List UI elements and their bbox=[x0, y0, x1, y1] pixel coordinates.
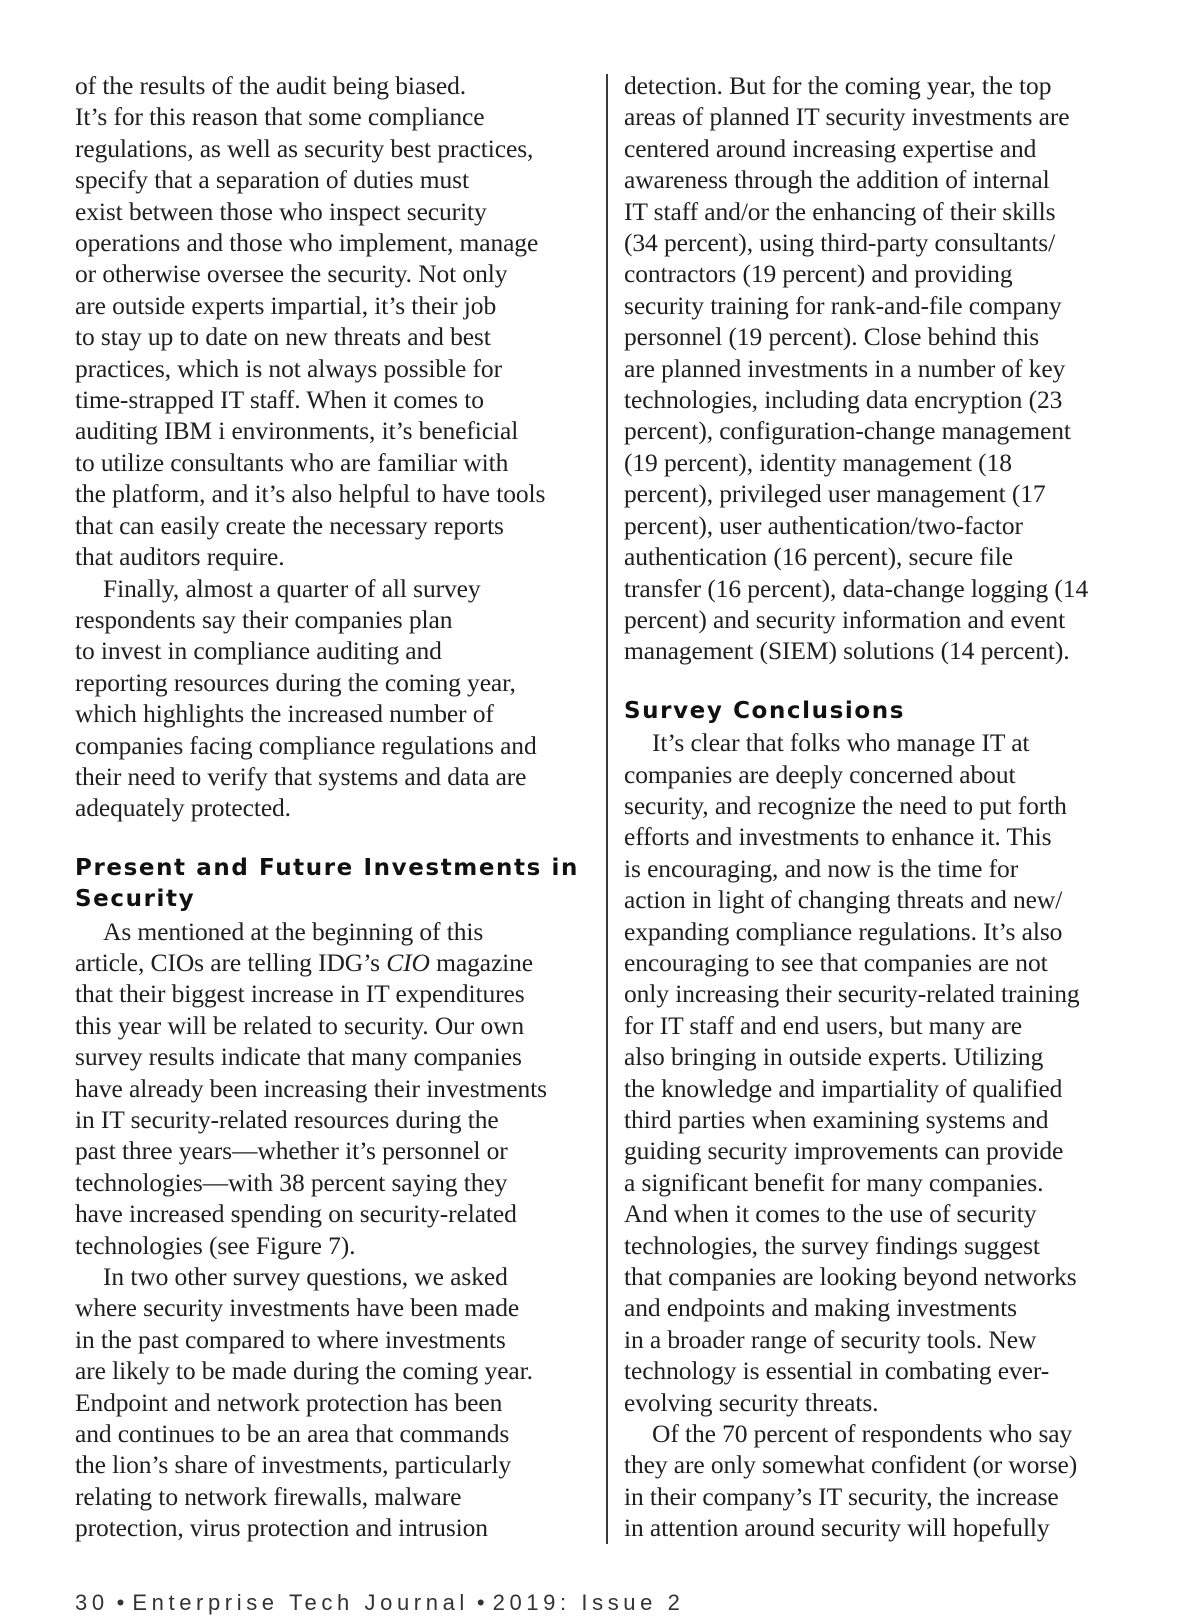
text-line: technologies (see Figure 7). bbox=[75, 1230, 356, 1260]
text-line: that auditors require. bbox=[75, 542, 285, 572]
text-line: auditing IBM i environments, it’s beneficial bbox=[75, 416, 519, 446]
text-line: technologies, including data encryption (23 bbox=[624, 385, 1063, 415]
text-line: their need to verify that systems and data are bbox=[75, 761, 527, 791]
section-gap bbox=[75, 824, 593, 853]
left-paragraph-2 bbox=[75, 573, 593, 824]
text-line: expanding compliance regulations. It’s also bbox=[624, 916, 1063, 946]
text-line: It’s for this reason that some compliance bbox=[75, 102, 485, 132]
cio-line-before: article, CIOs are telling IDG’s bbox=[75, 947, 387, 977]
footer-bullet: • bbox=[116, 1590, 125, 1615]
text-line: And when it comes to the use of security bbox=[624, 1199, 1037, 1229]
text-line: As mentioned at the beginning of this bbox=[103, 916, 484, 946]
text-line: are outside experts impartial, it’s their job bbox=[75, 290, 497, 320]
text-line: relating to network firewalls, malware bbox=[75, 1481, 462, 1511]
text-line: protection, virus protection and intrusion bbox=[75, 1513, 488, 1543]
text-line: percent), user authentication/two-factor bbox=[624, 510, 1023, 540]
text-line: in IT security-related resources during the bbox=[75, 1105, 499, 1134]
text-line: percent) and security information and event bbox=[624, 604, 1066, 634]
text-line: encouraging to see that companies are not bbox=[624, 947, 1048, 977]
text-line: or otherwise oversee the security. Not only bbox=[75, 259, 508, 289]
cio-line bbox=[75, 947, 593, 978]
left-paragraph-1 bbox=[75, 70, 593, 573]
text-line: is encouraging, and now is the time for bbox=[624, 853, 1019, 883]
text-line: they are only somewhat confident (or worse) bbox=[624, 1450, 1078, 1480]
text-line: adequately protected. bbox=[75, 793, 291, 823]
text-line: security training for rank-and-file company bbox=[624, 290, 1062, 320]
left-paragraph-3 bbox=[75, 916, 593, 1261]
text-line: percent), privileged user management (17 bbox=[624, 479, 1046, 509]
text-line: past three years—whether it’s personnel or bbox=[75, 1136, 508, 1166]
text-line: contractors (19 percent) and providing bbox=[624, 259, 1013, 289]
text-line: in the past compared to where investments bbox=[75, 1324, 506, 1354]
text-line: regulations, as well as security best practices, bbox=[75, 133, 534, 163]
text-line: that can easily create the necessary reports bbox=[75, 510, 504, 540]
left-paragraph-3-start bbox=[75, 916, 593, 947]
text-line: where security investments have been made bbox=[75, 1293, 520, 1323]
text-line: respondents say their companies plan bbox=[75, 604, 453, 634]
text-line: the platform, and it’s also helpful to have tools bbox=[75, 479, 546, 509]
right-paragraph-2 bbox=[624, 727, 1144, 1418]
text-line: have increased spending on security-related bbox=[75, 1199, 517, 1229]
text-line: Of the 70 percent of respondents who say bbox=[652, 1419, 1073, 1449]
section-heading-conclusions: Survey Conclusions bbox=[624, 697, 906, 724]
page-number: 30 bbox=[75, 1590, 109, 1615]
text-line: exist between those who inspect security bbox=[75, 196, 487, 226]
text-line: (19 percent), identity management (18 bbox=[624, 447, 1012, 477]
text-line: centered around increasing expertise and bbox=[624, 133, 1037, 163]
footer-bullet: • bbox=[476, 1590, 485, 1615]
text-line: operations and those who implement, manage bbox=[75, 228, 539, 258]
heading-line: Present and Future Investments in bbox=[75, 854, 579, 881]
text-line: management (SIEM) solutions (14 percent). bbox=[624, 636, 1070, 666]
left-paragraph-3-rest bbox=[75, 978, 593, 1261]
text-line: for IT staff and end users, but many are bbox=[624, 1010, 1022, 1040]
text-line: and endpoints and making investments bbox=[624, 1293, 1018, 1323]
text-line: evolving security threats. bbox=[624, 1387, 879, 1417]
text-line: third parties when examining systems and bbox=[624, 1105, 1049, 1134]
text-line: areas of planned IT security investments are bbox=[624, 102, 1070, 132]
text-line: the knowledge and impartiality of qualified bbox=[624, 1073, 1063, 1103]
text-line: companies are deeply concerned about bbox=[624, 759, 1016, 789]
text-line: to stay up to date on new threats and best bbox=[75, 322, 491, 352]
text-line: action in light of changing threats and new/ bbox=[624, 885, 1063, 915]
heading-line: Security bbox=[75, 886, 196, 913]
text-line: efforts and investments to enhance it. This bbox=[624, 822, 1052, 852]
text-line: technologies—with 38 percent saying they bbox=[75, 1167, 508, 1197]
text-line: have already been increasing their investments bbox=[75, 1073, 547, 1103]
text-line: detection. But for the coming year, the top bbox=[624, 71, 1052, 100]
text-line: time-strapped IT staff. When it comes to bbox=[75, 385, 484, 415]
text-line: transfer (16 percent), data-change logging (14 bbox=[624, 573, 1089, 603]
text-line: in a broader range of security tools. New bbox=[624, 1324, 1037, 1354]
text-line: It’s clear that folks who manage IT at bbox=[652, 728, 1030, 758]
text-line: guiding security improvements can provide bbox=[624, 1136, 1064, 1166]
cio-line-after: magazine bbox=[429, 947, 534, 977]
text-line: a significant benefit for many companies. bbox=[624, 1167, 1044, 1197]
text-line: of the results of the audit being biased. bbox=[75, 71, 467, 100]
text-line: IT staff and/or the enhancing of their skills bbox=[624, 196, 1056, 226]
section-gap bbox=[624, 667, 1144, 696]
issue-label: 2019: Issue 2 bbox=[492, 1590, 685, 1615]
text-line: personnel (19 percent). Close behind this bbox=[624, 322, 1040, 352]
text-line: that companies are looking beyond networks bbox=[624, 1262, 1077, 1292]
text-line: (34 percent), using third-party consultants/ bbox=[624, 228, 1056, 258]
text-line: technology is essential in combating ever- bbox=[624, 1356, 1050, 1386]
text-line: authentication (16 percent), secure file bbox=[624, 542, 1013, 572]
text-line: technologies, the survey findings suggest bbox=[624, 1230, 1040, 1260]
publication-name: Enterprise Tech Journal bbox=[132, 1590, 469, 1615]
text-line: also bringing in outside experts. Utilizing bbox=[624, 1042, 1044, 1072]
text-line: specify that a separation of duties must bbox=[75, 165, 469, 195]
text-line: percent), configuration-change management bbox=[624, 416, 1071, 446]
text-line: are planned investments in a number of key bbox=[624, 353, 1066, 383]
column-divider bbox=[606, 74, 608, 1544]
cio-magazine-title: CIO bbox=[386, 947, 430, 977]
text-line: In two other survey questions, we asked bbox=[103, 1262, 508, 1292]
left-paragraph-4 bbox=[75, 1261, 593, 1544]
text-line: in attention around security will hopefully bbox=[624, 1513, 1050, 1543]
page-footer bbox=[75, 1590, 685, 1616]
right-paragraph-3 bbox=[624, 1418, 1144, 1544]
text-line: this year will be related to security. Our own bbox=[75, 1010, 525, 1040]
text-line: practices, which is not always possible for bbox=[75, 353, 502, 383]
text-line: which highlights the increased number of bbox=[75, 699, 494, 729]
text-line: survey results indicate that many companies bbox=[75, 1042, 522, 1072]
text-line: the lion’s share of investments, particularly bbox=[75, 1450, 511, 1480]
left-column bbox=[75, 70, 593, 1544]
text-line: Endpoint and network protection has been bbox=[75, 1387, 503, 1417]
section-heading-investments bbox=[75, 853, 593, 916]
text-line: only increasing their security-related training bbox=[624, 979, 1080, 1009]
text-line: that their biggest increase in IT expenditures bbox=[75, 979, 525, 1009]
text-line: security, and recognize the need to put forth bbox=[624, 790, 1067, 820]
right-column bbox=[624, 70, 1144, 1544]
text-line: and continues to be an area that commands bbox=[75, 1419, 510, 1449]
text-line: are likely to be made during the coming year. bbox=[75, 1356, 533, 1386]
text-line: in their company’s IT security, the increase bbox=[624, 1481, 1059, 1511]
text-line: to utilize consultants who are familiar with bbox=[75, 447, 509, 477]
text-line: reporting resources during the coming year, bbox=[75, 667, 516, 697]
text-line: Finally, almost a quarter of all survey bbox=[103, 573, 481, 603]
right-paragraph-1 bbox=[624, 70, 1144, 667]
text-line: awareness through the addition of internal bbox=[624, 165, 1050, 195]
text-line: to invest in compliance auditing and bbox=[75, 636, 442, 666]
text-line: companies facing compliance regulations and bbox=[75, 730, 537, 760]
